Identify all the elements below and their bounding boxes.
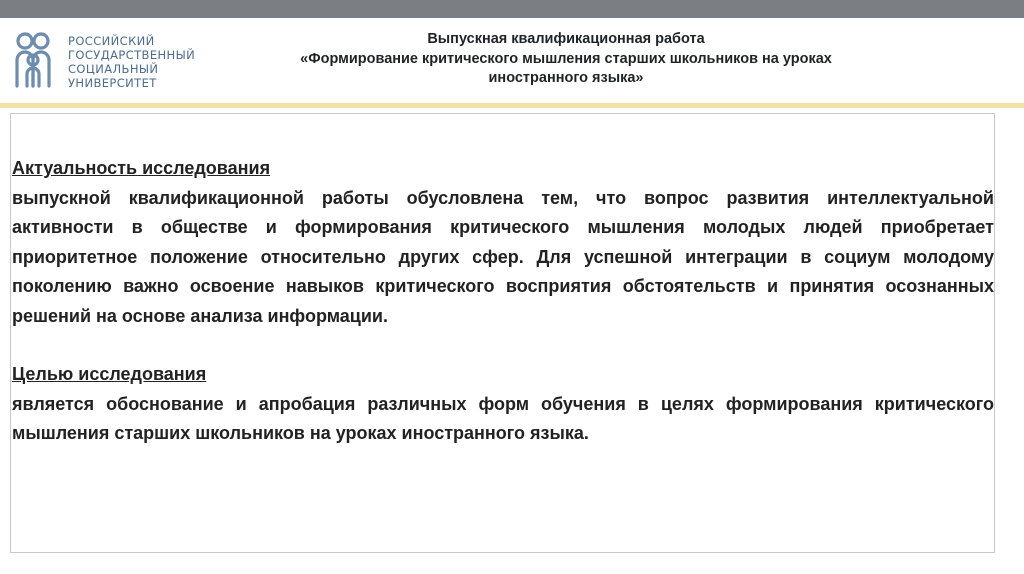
relevance-heading: Актуальность исследования [12, 158, 271, 178]
university-name: РОССИЙСКИЙ ГОСУДАРСТВЕННЫЙ СОЦИАЛЬНЫЙ УНИВЕРСИТЕТ [68, 34, 196, 90]
slide-body [12, 154, 994, 449]
title-line-3: иностранного языка» [488, 70, 644, 86]
university-logo [12, 30, 202, 90]
goal-heading: Целью исследования [12, 364, 207, 384]
header-divider [0, 103, 1024, 108]
slide-header [0, 18, 1024, 103]
title-line-1: Выпускная квалификационная работа [427, 31, 705, 47]
goal-text: является обоснование и апробация различных форм обучения в целях формирования критического мышления старших школьников на уроках иностранного языка. [12, 393, 994, 443]
top-bar [0, 0, 1024, 18]
paragraph-gap [12, 331, 994, 360]
slide-title [210, 30, 922, 89]
title-line-2: «Формирование критического мышления старших школьников на уроках [300, 50, 832, 67]
people-logo-icon [12, 30, 60, 90]
relevance-text: выпускной квалификационной работы обусловлена тем, что вопрос развития интеллектуальной активности в обществе и формирования критического мышления молодых людей приобретает приоритетное положение относительно других сфер. Для успешной интеграции в социум молодому поколению важно освоение навыков критического восприятия обстоятельств и принятия осознанных решений на основе анализа информации. [12, 187, 994, 326]
